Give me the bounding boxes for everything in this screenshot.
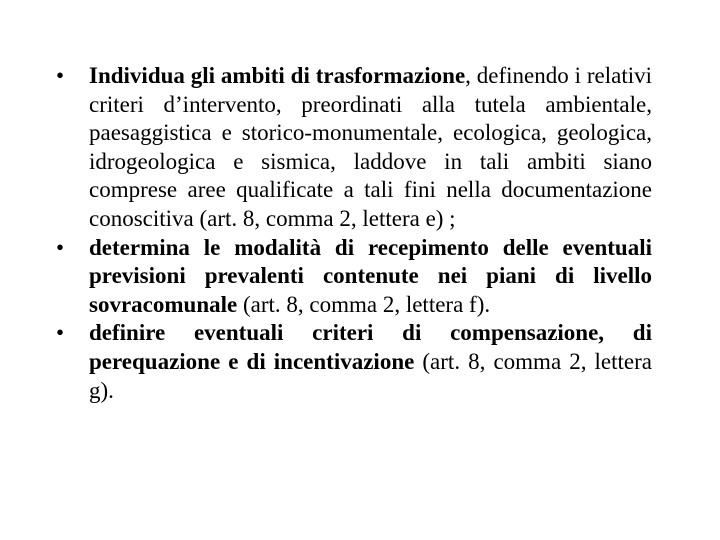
bullet-icon: • bbox=[56, 63, 65, 88]
bullet-item-compensazione bbox=[56, 319, 652, 405]
bullet-icon: • bbox=[56, 234, 65, 260]
bullet-body-text: , definendo i relativi criteri d’intervento, preordinati alla tutela ambientale, paesaggistica e storico-monumentale, ecologica, geologica, idrogeologica e sismica, laddove in tali ambiti siano comprese aree qualificate a tali fini nella documentazione conoscitiva (art. 8, comma 2, lettera e) ; bbox=[89, 63, 652, 231]
bullet-icon: • bbox=[56, 320, 65, 346]
bullet-item-ambiti bbox=[56, 62, 652, 234]
bullet-item-recepimento bbox=[56, 234, 652, 320]
bullet-body-text: (art. 8, comma 2, lettera f). bbox=[237, 291, 491, 317]
bullet-bold-text: definire eventuali criteri di compensazione, di perequazione e di incentivazione bbox=[89, 320, 652, 374]
bullet-list bbox=[56, 62, 652, 405]
bullet-bold-text: Individua gli ambiti di trasformazione bbox=[89, 63, 466, 88]
bullet-bold-text: determina le modalità di recepimento delle eventuali previsioni prevalenti contenute nei piani di livello sovracomunale bbox=[89, 234, 652, 317]
bullet-body-text: (art. 8, comma 2, lettera g). bbox=[89, 348, 652, 403]
